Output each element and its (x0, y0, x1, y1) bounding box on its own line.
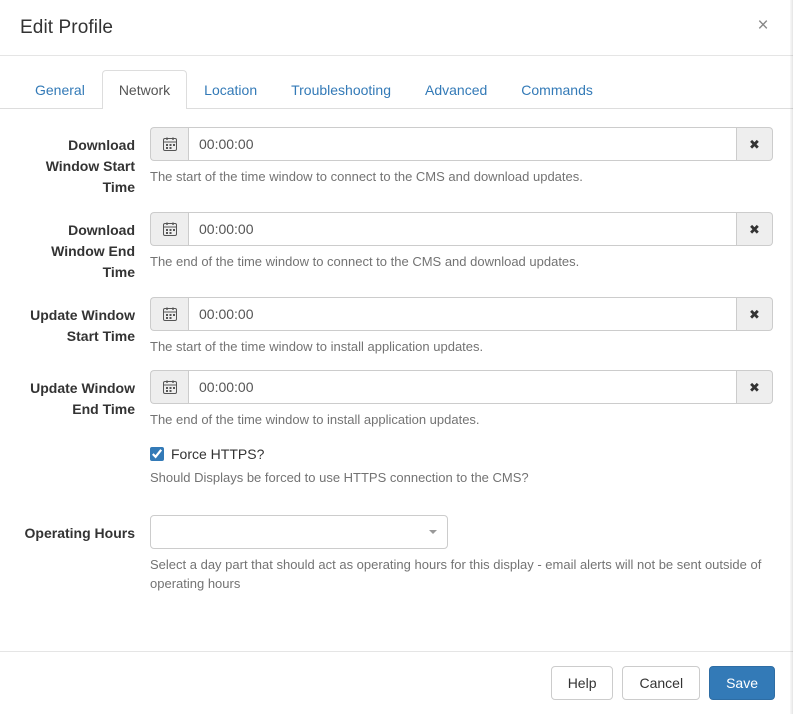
update-window-end-help: The end of the time window to install application updates. (150, 412, 480, 427)
download-window-end-help: The end of the time window to connect to the CMS and download updates. (150, 254, 580, 269)
update-window-end-label: Update Window End Time (30, 380, 135, 417)
page-title: Edit Profile (20, 16, 114, 38)
update-window-end-clear-button[interactable]: ✖ (737, 370, 773, 404)
tab-advanced[interactable]: Advanced (425, 82, 488, 98)
field-download-window-start (20, 127, 773, 198)
tab-network[interactable]: Network (102, 70, 187, 109)
update-window-start-label: Update Window Start Time (30, 307, 135, 344)
calendar-icon (150, 370, 188, 404)
field-update-window-end (20, 370, 773, 429)
calendar-icon (150, 297, 188, 331)
force-https-help: Should Displays be forced to use HTTPS connection to the CMS? (150, 470, 529, 485)
operating-hours-select[interactable] (150, 515, 448, 549)
field-force-https (20, 443, 773, 487)
update-window-start-input-group (150, 297, 773, 331)
tab-bar (0, 56, 793, 109)
tab-general[interactable]: General (35, 82, 85, 98)
tab-troubleshooting[interactable]: Troubleshooting (291, 82, 391, 98)
tab-location[interactable]: Location (204, 82, 258, 98)
field-download-window-end (20, 212, 773, 283)
save-button[interactable]: Save (709, 666, 775, 700)
download-window-start-clear-button[interactable]: ✖ (737, 127, 773, 161)
calendar-icon (150, 127, 188, 161)
download-window-end-input-group (150, 212, 773, 246)
download-window-start-help: The start of the time window to connect to the CMS and download updates. (150, 169, 583, 184)
operating-hours-label: Operating Hours (24, 525, 135, 541)
download-window-end-clear-button[interactable]: ✖ (737, 212, 773, 246)
field-update-window-start (20, 297, 773, 356)
download-window-end-label: Download Window End Time (51, 222, 135, 280)
force-https-label[interactable]: Force HTTPS? (171, 446, 265, 462)
force-https-checkbox[interactable] (150, 447, 164, 461)
chevron-down-icon (429, 530, 437, 534)
download-window-start-input[interactable] (188, 127, 737, 161)
update-window-start-help: The start of the time window to install application updates. (150, 339, 484, 354)
operating-hours-help: Select a day part that should act as operating hours for this display - email alerts will not be sent outside of operating hours (150, 557, 762, 591)
download-window-start-input-group (150, 127, 773, 161)
update-window-start-clear-button[interactable]: ✖ (737, 297, 773, 331)
download-window-end-input[interactable] (188, 212, 737, 246)
close-icon[interactable]: × (751, 14, 775, 38)
help-button[interactable]: Help (551, 666, 614, 700)
spacer (20, 501, 773, 515)
update-window-end-input-group (150, 370, 773, 404)
tab-commands[interactable]: Commands (521, 82, 593, 98)
update-window-start-input[interactable] (188, 297, 737, 331)
dialog-header (0, 0, 793, 56)
cancel-button[interactable]: Cancel (622, 666, 700, 700)
update-window-end-input[interactable] (188, 370, 737, 404)
network-tab-panel (0, 109, 793, 651)
dialog-footer (0, 651, 793, 714)
calendar-icon (150, 212, 188, 246)
download-window-start-label: Download Window Start Time (45, 137, 135, 195)
field-operating-hours (20, 515, 773, 593)
